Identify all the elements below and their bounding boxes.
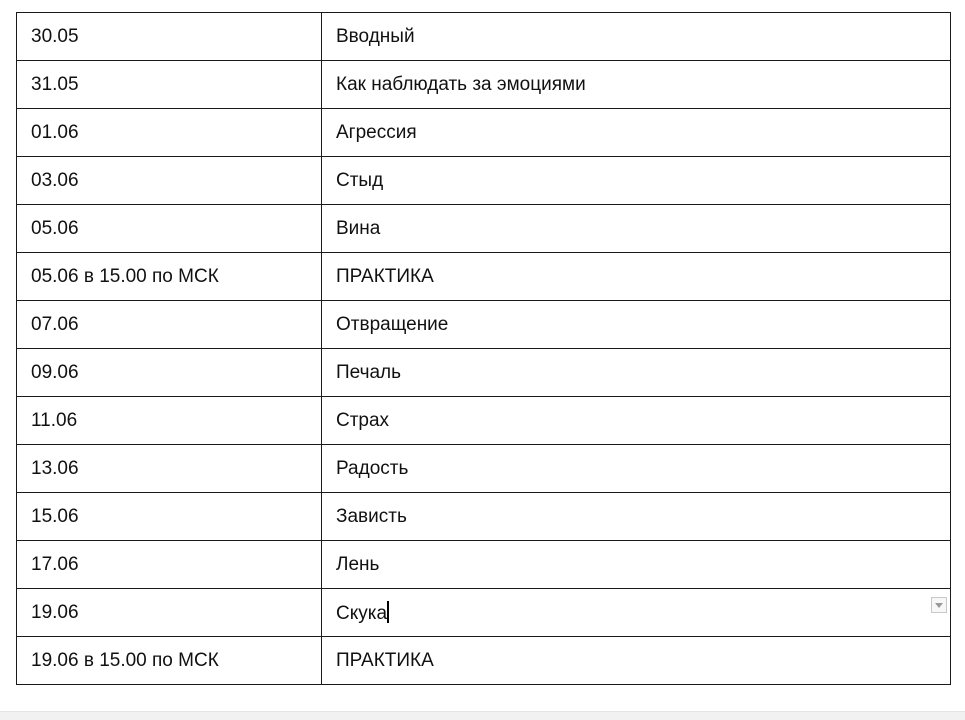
table-row	[17, 301, 951, 349]
topic-cell[interactable]	[322, 13, 951, 61]
topic-text: Скука	[336, 602, 388, 624]
topic-text: Лень	[336, 553, 380, 575]
topic-cell[interactable]	[322, 301, 951, 349]
table-row	[17, 253, 951, 301]
topic-cell[interactable]	[322, 61, 951, 109]
date-cell[interactable]: 15.06	[17, 493, 322, 541]
schedule-table-body	[17, 13, 951, 685]
topic-text: Стыд	[336, 169, 384, 191]
date-cell[interactable]: 11.06	[17, 397, 322, 445]
topic-text: ПРАКТИКА	[336, 649, 434, 671]
topic-text: Агрессия	[336, 121, 417, 143]
table-row	[17, 589, 951, 637]
table-row	[17, 109, 951, 157]
topic-cell[interactable]	[322, 397, 951, 445]
topic-cell[interactable]	[322, 109, 951, 157]
table-row	[17, 349, 951, 397]
topic-cell[interactable]	[322, 253, 951, 301]
topic-cell[interactable]	[322, 541, 951, 589]
bottom-toolbar-strip	[0, 711, 965, 720]
topic-text: Печаль	[336, 361, 402, 383]
text-cursor	[387, 601, 389, 623]
date-cell[interactable]: 30.05	[17, 13, 322, 61]
topic-text: Радость	[336, 457, 409, 479]
topic-cell[interactable]	[322, 637, 951, 685]
topic-text: Зависть	[336, 505, 407, 527]
date-cell[interactable]: 01.06	[17, 109, 322, 157]
date-cell[interactable]: 07.06	[17, 301, 322, 349]
schedule-table	[16, 12, 951, 685]
topic-text: Вводный	[336, 25, 415, 47]
topic-text: Как наблюдать за эмоциями	[336, 73, 586, 95]
table-row	[17, 157, 951, 205]
table-row	[17, 541, 951, 589]
table-row	[17, 493, 951, 541]
table-row	[17, 13, 951, 61]
topic-text: Вина	[336, 217, 381, 239]
table-row	[17, 61, 951, 109]
chevron-down-icon	[935, 603, 943, 608]
topic-cell[interactable]	[322, 205, 951, 253]
table-row	[17, 205, 951, 253]
topic-text: ПРАКТИКА	[336, 265, 434, 287]
topic-text: Страх	[336, 409, 390, 431]
topic-text: Отвращение	[336, 313, 449, 335]
date-cell[interactable]: 19.06 в 15.00 по МСК	[17, 637, 322, 685]
cell-dropdown-button[interactable]	[931, 597, 947, 613]
topic-cell[interactable]	[322, 493, 951, 541]
table-row	[17, 637, 951, 685]
date-cell[interactable]: 19.06	[17, 589, 322, 637]
date-cell[interactable]: 05.06 в 15.00 по МСК	[17, 253, 322, 301]
topic-cell[interactable]	[322, 589, 951, 637]
date-cell[interactable]: 31.05	[17, 61, 322, 109]
table-row	[17, 445, 951, 493]
date-cell[interactable]: 17.06	[17, 541, 322, 589]
date-cell[interactable]: 13.06	[17, 445, 322, 493]
date-cell[interactable]: 03.06	[17, 157, 322, 205]
topic-cell[interactable]	[322, 349, 951, 397]
date-cell[interactable]: 05.06	[17, 205, 322, 253]
schedule-table-container	[16, 12, 950, 685]
table-row	[17, 397, 951, 445]
topic-cell[interactable]	[322, 445, 951, 493]
date-cell[interactable]: 09.06	[17, 349, 322, 397]
topic-cell[interactable]	[322, 157, 951, 205]
